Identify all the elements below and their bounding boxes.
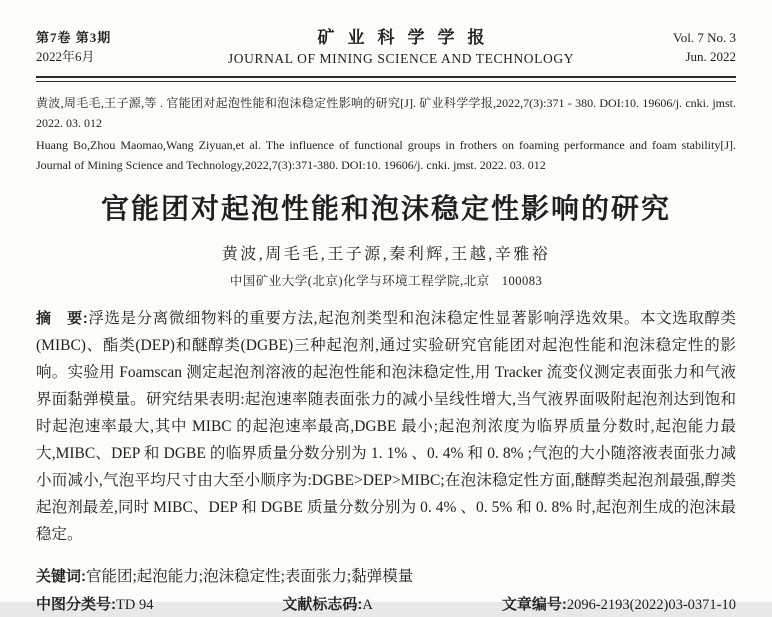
abstract-text: 浮选是分离微细物料的重要方法,起泡剂类型和泡沫稳定性显著影响浮选效果。本文选取醇类(MIBC)、酯类(DEP)和醚醇类(DGBE)三种起泡剂,通过实验研究官能团对起泡性能和泡沫稳定性的影响。实验用 Foamscan 测定起泡剂溶液的起泡性能和泡沫稳定性,用 Tracker 流变仪测定表面张力和气液界面黏弹模量。研究结果表明:起泡速率随表面张力的减小呈线性增大,当气液界面吸附起泡剂达到饱和时起泡速率最大,其中 MIBC 的起泡速率最高,DGBE 最小;起泡剂浓度为临界质量分数时,起泡能力最大,MIBC、DEP 和 DGBE 的临界质量分数分别为 1. 1% 、0. 4% 和 0. 8% ;气泡的大小随溶液表面张力减小而减小,气泡平均尺寸由大至小顺序为:DGBE>DEP>MIBC;在泡沫稳定性方面,醚醇类起泡剂最强,醇类起泡剂最差,同时 MIBC、DEP 和 DGBE 质量分数分别为 0. 4% 、0. 5% 和 0. 8% 时,起泡剂生成的泡沫最稳定。 [36,309,736,543]
citation-block [36,93,736,175]
masthead-double-rule [36,76,736,82]
affiliation-text: 中国矿业大学(北京)化学与环境工程学院,北京 [229,273,490,288]
keywords-text: 官能团;起泡能力;泡沫稳定性;表面张力;黏弹模量 [86,568,414,586]
volume-number-en: Vol. 7 No. 3 [673,30,736,45]
doc-code-item [282,593,372,617]
clc-value: TD 94 [116,597,154,614]
article-id-label: 文章编号: [501,596,567,614]
clc-item [36,593,153,617]
classification-row [36,593,736,617]
affiliation [36,273,736,289]
article-title: 官能团对起泡性能和泡沫稳定性影响的研究 [100,193,671,224]
author-list: 黄波,周毛毛,王子源,秦利辉,王越,辛雅裕 [221,245,551,263]
doc-code-value: A [362,597,373,614]
abstract-label: 摘 要: [36,309,88,327]
keywords-line [36,563,736,590]
masthead-volume-block [616,28,736,66]
issue-date-cn: 2022年6月 [36,49,95,64]
affiliation-postcode: 100083 [501,273,543,288]
citation-english: Huang Bo,Zhou Maomao,Wang Ziyuan,et al. The influence of functional groups in frothers on foaming performance and foam stability[J]. Journal of Mining Science and Technology,2022,7(3):371-380. DOI:10. 19606/j. cnki. jmst. 2022. 03. 012 [36,138,736,172]
abstract-paragraph [36,305,736,548]
journal-masthead [36,28,736,69]
journal-title-en: JOURNAL OF MINING SCIENCE AND TECHNOLOGY [227,51,575,66]
issue-number: 第7卷 第3期 [36,30,112,45]
citation-chinese: 黄波,周毛毛,王子源,等 . 官能团对起泡性能和泡沫稳定性影响的研究[J]. 矿业科学学报,2022,7(3):371 - 380. DOI:10. 19606/j. cnki. jmst. 2022. 03. 012 [36,96,736,130]
masthead-title-block [186,28,616,69]
article-id-item [502,593,736,617]
journal-title-cn: 矿业科学学报 [317,28,498,47]
keywords-label: 关键词: [36,568,86,586]
article-id-value: 2096-2193(2022)03-0371-10 [566,597,736,614]
clc-label: 中图分类号: [36,596,116,614]
doc-code-label: 文献标志码: [282,596,363,614]
issue-date-en: Jun. 2022 [685,49,736,64]
masthead-issue-block [36,28,186,66]
